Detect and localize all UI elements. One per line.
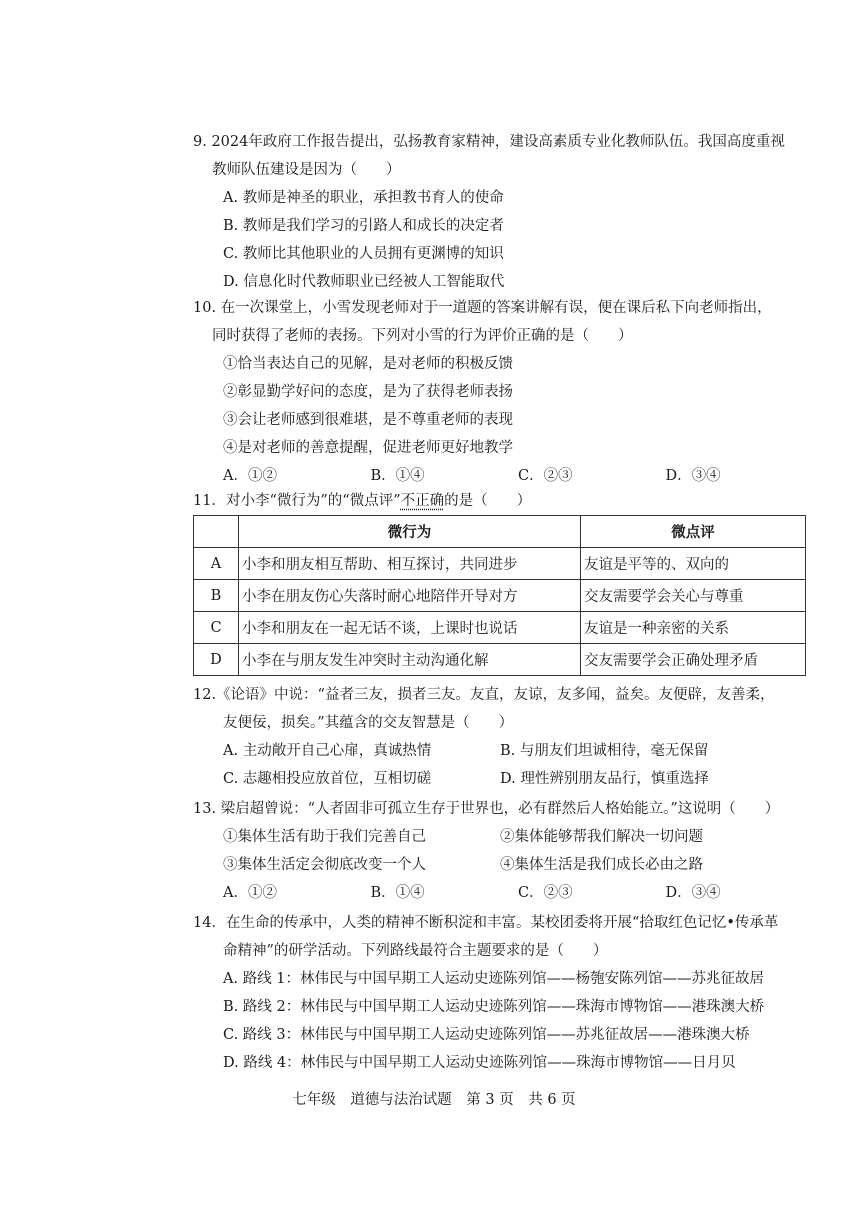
question-14-stem-line1: 14．在生命的传承中，人类的精神不断积淀和丰富。某校团委将开展“拾取红色记忆•传承革: [193, 915, 779, 931]
question-14-option-a: A. 路线 1：林伟民与中国早期工人运动史迹陈列馆——杨匏安陈列馆——苏兆征故居: [223, 971, 765, 987]
table-cell-label: D: [194, 644, 239, 676]
question-10-item-2: ②彰显勤学好问的态度，是为了获得老师表扬: [223, 384, 513, 400]
question-14: [193, 909, 813, 1077]
question-9-stem-line1: 9. 2024年政府工作报告提出，弘扬教育家精神，建设高素质专业化教师队伍。我国高度重视: [193, 134, 785, 150]
question-14-stem-line2: 命精神”的研学活动。下列路线最符合主题要求的是（ ）: [223, 943, 608, 959]
table-cell-behavior: 小李和朋友在一起无话不谈，上课时也说话: [239, 612, 581, 644]
question-13-item-2: ②集体能够帮我们解决一切问题: [500, 829, 703, 845]
question-12-stem-line1: 12.《论语》中说：“益者三友，损者三友。友直，友谅，友多闻，益矣。友便辟，友善柔，: [193, 687, 775, 703]
question-13-items-row2: [193, 851, 813, 879]
table-row: [194, 580, 806, 612]
question-9-option-c: C. 教师比其他职业的人员拥有更渊博的知识: [223, 246, 504, 262]
question-11-stem-emphasis: 不正确: [400, 493, 445, 509]
question-12-options-row1: [193, 737, 813, 765]
question-13-choice-d: D．③④: [665, 885, 721, 901]
micro-behavior-table: [193, 515, 806, 676]
question-10-choice-d: D．③④: [665, 468, 721, 484]
table-header-behavior: 微行为: [239, 516, 581, 548]
question-9-option-a: A. 教师是神圣的职业，承担教书育人的使命: [223, 190, 504, 206]
question-13-items-row1: [193, 823, 813, 851]
question-9: [193, 128, 813, 296]
question-13-item-3: ③集体生活定会彻底改变一个人: [223, 857, 426, 873]
question-9-option-b: B. 教师是我们学习的引路人和成长的决定者: [223, 218, 504, 234]
question-12-option-d: D. 理性辨别朋友品行，慎重选择: [500, 771, 709, 787]
question-11-stem: [193, 487, 813, 515]
table-header-blank: [194, 516, 239, 548]
question-12-option-a: A. 主动敞开自己心扉，真诚热情: [223, 743, 432, 759]
table-cell-comment: 友谊是平等的、双向的: [581, 548, 806, 580]
question-11-stem-prefix: 11．对小李“微行为”的“微点评”: [193, 493, 401, 509]
question-12-stem-line2: 友便佞，损矣。”其蕴含的交友智慧是（ ）: [223, 715, 514, 731]
question-10-stem-line2: 同时获得了老师的表扬。下列对小雪的行为评价正确的是（ ）: [212, 328, 633, 344]
table-header-comment: 微点评: [581, 516, 806, 548]
question-14-option-c: C. 路线 3：林伟民与中国早期工人运动史迹陈列馆——苏兆征故居——港珠澳大桥: [223, 1027, 750, 1043]
question-13-choices: [193, 879, 813, 907]
question-9-option-d: D. 信息化时代教师职业已经被人工智能取代: [223, 274, 505, 290]
question-12-options-row2: [193, 765, 813, 793]
table-cell-behavior: 小李在与朋友发生冲突时主动沟通化解: [239, 644, 581, 676]
table-row: [194, 644, 806, 676]
question-10-item-3: ③会让老师感到很难堪，是不尊重老师的表现: [223, 412, 513, 428]
question-14-option-b: B. 路线 2：林伟民与中国早期工人运动史迹陈列馆——珠海市博物馆——港珠澳大桥: [223, 999, 765, 1015]
question-13-item-1: ①集体生活有助于我们完善自己: [223, 829, 426, 845]
table-cell-comment: 友谊是一种亲密的关系: [581, 612, 806, 644]
question-11: [193, 487, 813, 515]
table-cell-behavior: 小李和朋友相互帮助、相互探讨，共同进步: [239, 548, 581, 580]
question-10: [193, 294, 813, 490]
table-row: [194, 612, 806, 644]
question-11-stem-suffix: 的是（ ）: [444, 493, 532, 509]
page-footer: 七年级 道德与法治试题 第 3 页 共 6 页: [292, 1092, 576, 1108]
question-13-choice-c: C．②③: [518, 885, 573, 901]
question-12: [193, 681, 813, 793]
table-cell-label: B: [194, 580, 239, 612]
question-13-choice-b: B．①④: [370, 885, 425, 901]
question-10-item-1: ①恰当表达自己的见解，是对老师的积极反馈: [223, 356, 513, 372]
table-cell-behavior: 小李在朋友伤心失落时耐心地陪伴开导对方: [239, 580, 581, 612]
question-10-choice-a: A．①②: [223, 468, 277, 484]
question-13-item-4: ④集体生活是我们成长必由之路: [500, 857, 703, 873]
table-cell-label: A: [194, 548, 239, 580]
question-12-option-b: B. 与朋友们坦诚相待，毫无保留: [500, 743, 709, 759]
table-row: [194, 548, 806, 580]
question-10-choice-b: B．①④: [370, 468, 425, 484]
table-cell-comment: 交友需要学会关心与尊重: [581, 580, 806, 612]
question-13-choice-a: A．①②: [223, 885, 277, 901]
question-13-stem: 13. 梁启超曾说：“人者固非可孤立生存于世界也，必有群然后人格始能立。”这说明（ ）: [193, 801, 780, 817]
question-14-option-d: D. 路线 4：林伟民与中国早期工人运动史迹陈列馆——珠海市博物馆——日月贝: [223, 1055, 736, 1071]
table-header-row: [194, 516, 806, 548]
question-9-stem-line2: 教师队伍建设是因为（ ）: [212, 162, 401, 178]
question-10-item-4: ④是对老师的善意提醒，促进老师更好地教学: [223, 440, 513, 456]
question-10-stem-line1: 10. 在一次课堂上，小雪发现老师对于一道题的答案讲解有误，便在课后私下向老师指出，: [193, 300, 772, 316]
table-cell-label: C: [194, 612, 239, 644]
table-cell-comment: 交友需要学会正确处理矛盾: [581, 644, 806, 676]
question-10-choices: [193, 462, 813, 490]
question-10-choice-c: C．②③: [518, 468, 573, 484]
question-13: [193, 795, 813, 907]
question-12-option-c: C. 志趣相投应放首位，互相切磋: [223, 771, 432, 787]
